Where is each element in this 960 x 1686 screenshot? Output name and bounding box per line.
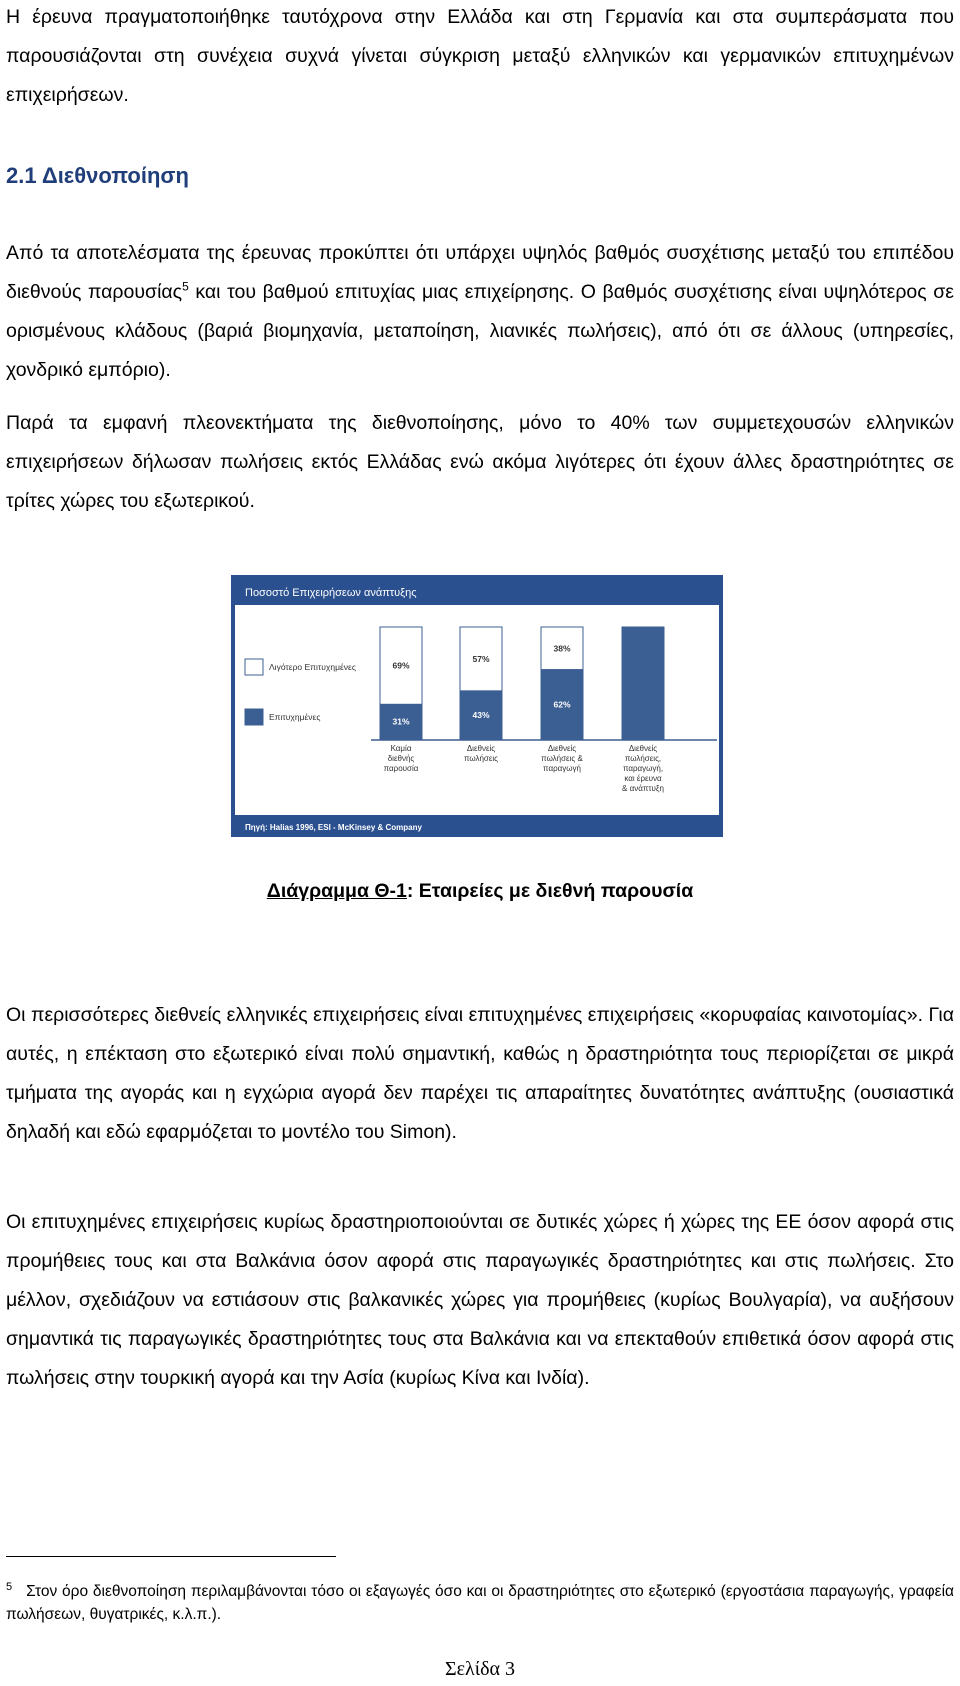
paragraph-correlation-part1: Από τα αποτελέσματα της έρευνας προκύπτει ότι υπάρχει υψηλός βαθμός συσχέτισης μεταξύ του επιπέδου διεθνούς παρουσίας — [6, 242, 954, 303]
paragraph-correlation-part2: και του βαθμού επιτυχίας μιας επιχείρησης. Ο βαθμός συσχέτισης είναι υψηλότερος σε ορισμένους κλάδους (βαριά βιομηχανία, μεταποίηση, λιανικές πωλήσεις), από ότι σε άλλους (υπηρεσίες, χονδρικό εμπόριο). — [6, 281, 955, 381]
category-label: Καμία διεθνής παρουσία — [383, 744, 419, 773]
bar-value-label: 38% — [553, 643, 571, 654]
paragraph-markets: Οι επιτυχημένες επιχειρήσεις κυρίως δραστηριοποιούνται σε δυτικές χώρες ή χώρες της ΕΕ όσον αφορά στις προμήθειες τους και στα Βαλκάνια όσον αφορά στις παραγωγικές δραστηριότητες και στις πωλήσεις. Στο μέλλον, σχεδιάζουν να εστιάσουν στις βαλκανικές χώρες για προμήθειες (κυρίως Βουλγαρία), να αυξήσουν σημαντικά τις παραγωγικές δραστηριότητες τους στα Βαλκάνια και να επεκταθούν επιθετικά όσον αφορά στις πωλήσεις στην τουρκική αγορά και την Ασία (κυρίως Κίνα και Ινδία). — [6, 1211, 954, 1389]
paragraph-advantages: Παρά τα εμφανή πλεονεκτήματα της διεθνοποίησης, μόνο το 40% των συμμετεχουσών ελληνικών επιχειρήσεων δήλωσαν πωλήσεις εκτός Ελλάδας ενώ ακόμα λιγότερες ότι έχουν άλλες δραστηριότητες σε τρίτες χώρες του εξωτερικού. — [6, 412, 954, 512]
legend-swatch — [245, 659, 263, 675]
legend-label: Επιτυχημένες — [269, 712, 321, 722]
footnote-separator — [6, 1556, 336, 1557]
footnote-reference[interactable]: 5 — [182, 279, 189, 294]
bar-total-label: 100% — [551, 613, 573, 623]
footnote-number: 5 — [6, 1581, 13, 1593]
page-number: Σελίδα 3 — [444, 1658, 516, 1680]
bar-total-label: 100% — [632, 613, 654, 623]
footnote — [6, 1576, 954, 1626]
bar-value-label: 57% — [472, 653, 490, 664]
bar-value-label: 31% — [392, 716, 410, 727]
figure-caption — [6, 880, 954, 903]
legend-label: Λιγότερο Επιτυχημένες — [269, 662, 356, 672]
bar-segment — [622, 627, 664, 739]
stacked-bar-chart — [231, 575, 723, 837]
legend-swatch — [245, 709, 263, 725]
chart-source: Πηγή: Halias 1996, ESI - McKinsey & Company — [245, 823, 422, 832]
bar-value-label: 69% — [392, 660, 410, 671]
footnote-text: Στον όρο διεθνοποίηση περιλαμβάνονται τόσο οι εξαγωγές όσο και οι δραστηριότητες στο εξωτερικό (εργοστάσια παραγωγής, γραφεία πωλήσεων, θυγατρικές, κ.λ.π.). — [6, 1583, 954, 1624]
chart-figure — [231, 575, 723, 837]
category-label: Διεθνείς πωλήσεις, παραγωγή, και έρευνα & ανάπτυξη — [622, 744, 664, 793]
paragraph-innovation: Οι περισσότερες διεθνείς ελληνικές επιχειρήσεις είναι επιτυχημένες επιχειρήσεις «κορυφαίας καινοτομίας». Για αυτές, η επέκταση στο εξωτερικό είναι πολύ σημαντική, καθώς η δραστηριότητα τους περιορίζεται σε μικρά τμήματα της αγοράς και η εγχώρια αγορά δεν παρέχει τις απαραίτητες δυνατότητες ανάπτυξης (ουσιαστικά δηλαδή και εδώ εφαρμόζεται το μοντέλο του Simon). — [6, 1004, 954, 1143]
intro-paragraph: Η έρευνα πραγματοποιήθηκε ταυτόχρονα στην Ελλάδα και στη Γερμανία και στα συμπεράσματα που παρουσιάζονται στη συνέχεια συχνά γίνεται σύγκριση μεταξύ ελληνικών και γερμανικών επιτυχημένων επιχειρήσεων. — [6, 6, 954, 106]
category-label: Διεθνείς πωλήσεις & παραγωγή — [541, 744, 583, 773]
bar-total-label: 100% — [470, 613, 492, 623]
figure-caption-label: Διάγραμμα Θ-1 — [266, 880, 407, 902]
chart-title: Ποσοστό Επιχειρήσεων ανάπτυξης — [245, 587, 417, 599]
bar-value-label: 43% — [472, 709, 490, 720]
bar-value-label: 62% — [553, 699, 571, 710]
figure-caption-text: : Εταιρείες με διεθνή παρουσία — [406, 880, 694, 902]
paragraph-correlation — [6, 234, 954, 390]
category-label: Διεθνείς πωλήσεις — [463, 744, 499, 763]
bar-total-label: 100% — [390, 613, 412, 623]
section-heading: 2.1 Διεθνοποίηση — [6, 163, 189, 188]
